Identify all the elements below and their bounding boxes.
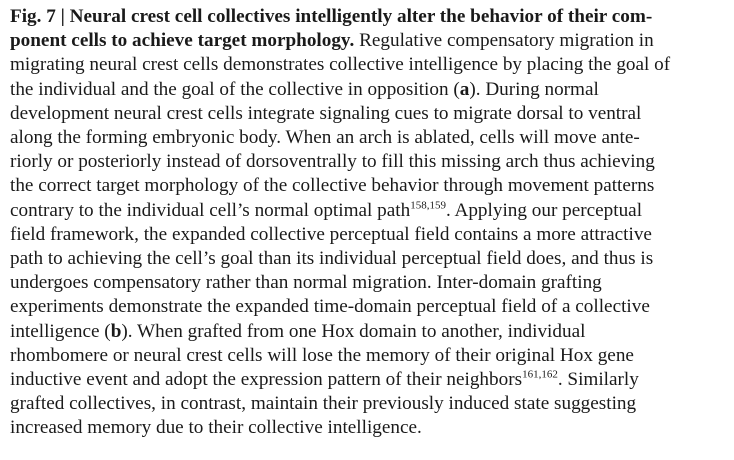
caption-line-8: the correct target morphology of the collective behavior through movement patterns (10, 175, 655, 197)
caption-line-16 (10, 368, 726, 392)
caption-text: intelligence ( (10, 320, 111, 342)
caption-line-1 (10, 5, 726, 29)
caption-text: . Similarly (557, 369, 639, 391)
caption-line-9 (10, 199, 726, 223)
caption-line-7: riorly or posteriorly instead of dorsoventrally to fill this missing arch thus achieving (10, 151, 655, 173)
caption-line-3: migrating neural crest cells demonstrates collective intelligence by placing the goal of (10, 54, 671, 76)
caption-line-12: undergoes compensatory rather than normal migration. Inter-domain grafting (10, 272, 602, 294)
caption-line-14 (10, 320, 726, 344)
caption-text: ). During normal (469, 78, 599, 100)
reference-superscript: 158,159 (410, 198, 446, 211)
caption-text: the individual and the goal of the collective in opposition ( (10, 78, 460, 100)
figure-caption (10, 5, 726, 441)
panel-letter-a: a (459, 78, 470, 100)
caption-text: ). When grafted from one Hox domain to another, individual (121, 320, 586, 342)
figure-label: Fig. 7 (10, 6, 56, 27)
caption-line-10: field framework, the expanded collective perceptual field contains a more attractive (10, 223, 652, 245)
caption-line-5: development neural crest cells integrate signaling cues to migrate dorsal to ventral (10, 102, 642, 124)
reference-superscript: 161,162 (522, 368, 558, 381)
caption-text: . Applying our perceptual (445, 199, 643, 221)
caption-text: Regulative compensatory migration in (354, 30, 654, 52)
caption-text: contrary to the individual cell’s normal optimal path (10, 199, 411, 221)
caption-line-17: grafted collectives, in contrast, maintain their previously induced state suggesting (10, 393, 637, 415)
caption-line-13: experiments demonstrate the expanded time-domain perceptual field of a collective (10, 296, 650, 318)
figure-title-part-2: ponent cells to achieve target morphology. (10, 30, 355, 52)
figure-title-part-1: Neural crest cell collectives intelligently alter the behavior of their com- (69, 6, 653, 27)
caption-line-18: increased memory due to their collective intelligence. (10, 417, 422, 439)
caption-line-6: along the forming embryonic body. When an arch is ablated, cells will move ante- (10, 127, 640, 149)
panel-letter-b: b (110, 320, 122, 342)
caption-text: inductive event and adopt the expression pattern of their neighbors (10, 369, 523, 391)
caption-line-2 (10, 29, 726, 53)
figure-separator: | (55, 6, 70, 27)
caption-line-11: path to achieving the cell’s goal than its individual perceptual field does, and thus is (10, 248, 654, 270)
caption-line-4 (10, 78, 726, 102)
caption-line-15: rhombomere or neural crest cells will lose the memory of their original Hox gene (10, 344, 634, 366)
